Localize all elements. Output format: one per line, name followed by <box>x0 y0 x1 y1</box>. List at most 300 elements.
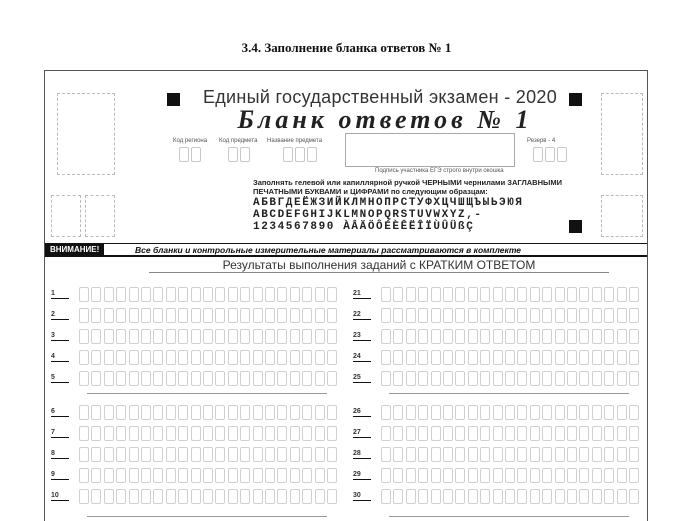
answer-cell[interactable] <box>431 468 441 483</box>
answer-cell[interactable] <box>579 329 589 344</box>
answer-cell[interactable] <box>542 426 552 441</box>
answer-cell[interactable] <box>104 426 114 441</box>
answer-cell[interactable] <box>617 371 627 386</box>
answer-cell[interactable] <box>579 405 589 420</box>
answer-cell[interactable] <box>302 405 312 420</box>
answer-cell[interactable] <box>393 405 403 420</box>
answer-cell[interactable] <box>203 329 213 344</box>
answer-cell[interactable] <box>327 308 337 323</box>
answer-cell[interactable] <box>277 489 287 504</box>
answer-cell[interactable] <box>129 329 139 344</box>
answer-cell[interactable] <box>290 405 300 420</box>
answer-cell[interactable] <box>79 308 89 323</box>
answer-cell[interactable] <box>327 329 337 344</box>
answer-cell[interactable] <box>443 308 453 323</box>
answer-cell[interactable] <box>468 287 478 302</box>
answer-cell[interactable] <box>253 329 263 344</box>
answer-cell[interactable] <box>302 287 312 302</box>
answer-cell[interactable] <box>290 287 300 302</box>
answer-cell[interactable] <box>315 447 325 462</box>
answer-cell[interactable] <box>91 426 101 441</box>
answer-cell[interactable] <box>468 350 478 365</box>
answer-cell[interactable] <box>468 489 478 504</box>
answer-cell[interactable] <box>153 468 163 483</box>
answer-cell[interactable] <box>153 447 163 462</box>
answer-cell[interactable] <box>443 371 453 386</box>
answer-cell[interactable] <box>327 405 337 420</box>
answer-cell[interactable] <box>240 426 250 441</box>
answer-cell[interactable] <box>406 350 416 365</box>
answer-cell[interactable] <box>129 468 139 483</box>
answer-cell[interactable] <box>141 426 151 441</box>
answer-cell[interactable] <box>555 447 565 462</box>
answer-cell[interactable] <box>480 350 490 365</box>
answer-cell[interactable] <box>166 468 176 483</box>
answer-cell[interactable] <box>191 371 201 386</box>
answer-cell[interactable] <box>104 405 114 420</box>
answer-cell[interactable] <box>517 308 527 323</box>
answer-cell[interactable] <box>406 308 416 323</box>
answer-cell[interactable] <box>215 489 225 504</box>
answer-cell[interactable] <box>530 468 540 483</box>
answer-cell[interactable] <box>555 371 565 386</box>
answer-cell[interactable] <box>542 329 552 344</box>
answer-cell[interactable] <box>178 405 188 420</box>
answer-cell[interactable] <box>530 308 540 323</box>
answer-cell[interactable] <box>567 489 577 504</box>
answer-cell[interactable] <box>265 426 275 441</box>
answer-cell[interactable] <box>104 329 114 344</box>
answer-cell[interactable] <box>418 447 428 462</box>
answer-cell[interactable] <box>530 489 540 504</box>
answer-cell[interactable] <box>178 308 188 323</box>
answer-cell[interactable] <box>517 405 527 420</box>
answer-cell[interactable] <box>141 308 151 323</box>
answer-cell[interactable] <box>253 489 263 504</box>
answer-cell[interactable] <box>555 489 565 504</box>
answer-cell[interactable] <box>166 287 176 302</box>
answer-cell[interactable] <box>253 426 263 441</box>
answer-cell[interactable] <box>468 405 478 420</box>
answer-cell[interactable] <box>567 371 577 386</box>
answer-cell[interactable] <box>542 350 552 365</box>
answer-cell[interactable] <box>418 468 428 483</box>
answer-cell[interactable] <box>443 329 453 344</box>
answer-cell[interactable] <box>277 329 287 344</box>
answer-cell[interactable] <box>381 350 391 365</box>
answer-cell[interactable] <box>153 405 163 420</box>
answer-cell[interactable] <box>141 447 151 462</box>
answer-cell[interactable] <box>431 350 441 365</box>
answer-cell[interactable] <box>629 350 639 365</box>
answer-cell[interactable] <box>191 287 201 302</box>
answer-cell[interactable] <box>315 350 325 365</box>
answer-cell[interactable] <box>228 426 238 441</box>
answer-cell[interactable] <box>315 308 325 323</box>
answer-cell[interactable] <box>240 468 250 483</box>
answer-cell[interactable] <box>542 287 552 302</box>
answer-cell[interactable] <box>604 426 614 441</box>
answer-cell[interactable] <box>604 489 614 504</box>
answer-cell[interactable] <box>617 287 627 302</box>
answer-cell[interactable] <box>104 371 114 386</box>
answer-cell[interactable] <box>431 405 441 420</box>
answer-cell[interactable] <box>215 426 225 441</box>
answer-cell[interactable] <box>129 426 139 441</box>
answer-cell[interactable] <box>629 308 639 323</box>
answer-cell[interactable] <box>493 426 503 441</box>
answer-cell[interactable] <box>79 426 89 441</box>
answer-cell[interactable] <box>191 447 201 462</box>
answer-cell[interactable] <box>302 426 312 441</box>
reserve-cell[interactable] <box>545 147 555 162</box>
answer-cell[interactable] <box>567 287 577 302</box>
answer-cell[interactable] <box>381 329 391 344</box>
answer-cell[interactable] <box>327 489 337 504</box>
answer-cell[interactable] <box>517 468 527 483</box>
answer-cell[interactable] <box>141 405 151 420</box>
answer-cell[interactable] <box>116 350 126 365</box>
answer-cell[interactable] <box>431 426 441 441</box>
answer-cell[interactable] <box>153 329 163 344</box>
answer-cell[interactable] <box>277 426 287 441</box>
answer-cell[interactable] <box>116 287 126 302</box>
answer-cell[interactable] <box>604 468 614 483</box>
subject-code-cell[interactable] <box>240 147 250 162</box>
answer-cell[interactable] <box>203 405 213 420</box>
answer-cell[interactable] <box>141 329 151 344</box>
answer-cell[interactable] <box>191 308 201 323</box>
answer-cell[interactable] <box>265 329 275 344</box>
answer-cell[interactable] <box>629 371 639 386</box>
answer-cell[interactable] <box>393 329 403 344</box>
answer-cell[interactable] <box>555 405 565 420</box>
answer-cell[interactable] <box>129 405 139 420</box>
answer-cell[interactable] <box>493 489 503 504</box>
answer-cell[interactable] <box>567 308 577 323</box>
answer-cell[interactable] <box>480 371 490 386</box>
answer-cell[interactable] <box>480 489 490 504</box>
answer-cell[interactable] <box>517 447 527 462</box>
answer-cell[interactable] <box>253 371 263 386</box>
answer-cell[interactable] <box>265 468 275 483</box>
answer-cell[interactable] <box>253 308 263 323</box>
answer-cell[interactable] <box>567 405 577 420</box>
answer-cell[interactable] <box>315 468 325 483</box>
answer-cell[interactable] <box>166 350 176 365</box>
answer-cell[interactable] <box>116 371 126 386</box>
answer-cell[interactable] <box>277 447 287 462</box>
answer-cell[interactable] <box>178 468 188 483</box>
answer-cell[interactable] <box>381 308 391 323</box>
answer-cell[interactable] <box>315 426 325 441</box>
answer-cell[interactable] <box>406 426 416 441</box>
answer-cell[interactable] <box>468 371 478 386</box>
answer-cell[interactable] <box>468 329 478 344</box>
answer-cell[interactable] <box>166 308 176 323</box>
answer-cell[interactable] <box>327 426 337 441</box>
answer-cell[interactable] <box>604 447 614 462</box>
answer-cell[interactable] <box>290 329 300 344</box>
answer-cell[interactable] <box>381 405 391 420</box>
answer-cell[interactable] <box>129 489 139 504</box>
answer-cell[interactable] <box>604 371 614 386</box>
answer-cell[interactable] <box>129 350 139 365</box>
answer-cell[interactable] <box>567 350 577 365</box>
answer-cell[interactable] <box>104 350 114 365</box>
answer-cell[interactable] <box>203 308 213 323</box>
answer-cell[interactable] <box>431 329 441 344</box>
answer-cell[interactable] <box>617 447 627 462</box>
answer-cell[interactable] <box>166 426 176 441</box>
answer-cell[interactable] <box>493 468 503 483</box>
answer-cell[interactable] <box>215 405 225 420</box>
answer-cell[interactable] <box>240 405 250 420</box>
answer-cell[interactable] <box>290 308 300 323</box>
answer-cell[interactable] <box>480 308 490 323</box>
answer-cell[interactable] <box>178 329 188 344</box>
answer-cell[interactable] <box>91 350 101 365</box>
answer-cell[interactable] <box>468 468 478 483</box>
answer-cell[interactable] <box>302 350 312 365</box>
answer-cell[interactable] <box>493 329 503 344</box>
answer-cell[interactable] <box>567 426 577 441</box>
answer-cell[interactable] <box>555 308 565 323</box>
answer-cell[interactable] <box>302 468 312 483</box>
answer-cell[interactable] <box>592 468 602 483</box>
answer-cell[interactable] <box>91 371 101 386</box>
answer-cell[interactable] <box>393 468 403 483</box>
answer-cell[interactable] <box>191 426 201 441</box>
answer-cell[interactable] <box>604 350 614 365</box>
answer-cell[interactable] <box>592 405 602 420</box>
answer-cell[interactable] <box>79 371 89 386</box>
answer-cell[interactable] <box>567 329 577 344</box>
answer-cell[interactable] <box>418 405 428 420</box>
subject-name-cell[interactable] <box>283 147 293 162</box>
answer-cell[interactable] <box>406 468 416 483</box>
answer-cell[interactable] <box>517 426 527 441</box>
answer-cell[interactable] <box>141 287 151 302</box>
answer-cell[interactable] <box>290 371 300 386</box>
answer-cell[interactable] <box>116 329 126 344</box>
answer-cell[interactable] <box>431 447 441 462</box>
answer-cell[interactable] <box>443 468 453 483</box>
answer-cell[interactable] <box>240 308 250 323</box>
answer-cell[interactable] <box>228 405 238 420</box>
answer-cell[interactable] <box>567 468 577 483</box>
answer-cell[interactable] <box>505 447 515 462</box>
answer-cell[interactable] <box>604 329 614 344</box>
answer-cell[interactable] <box>215 329 225 344</box>
answer-cell[interactable] <box>530 447 540 462</box>
answer-cell[interactable] <box>381 287 391 302</box>
answer-cell[interactable] <box>315 489 325 504</box>
answer-cell[interactable] <box>406 371 416 386</box>
answer-cell[interactable] <box>604 308 614 323</box>
answer-cell[interactable] <box>116 468 126 483</box>
answer-cell[interactable] <box>203 489 213 504</box>
answer-cell[interactable] <box>455 371 465 386</box>
answer-cell[interactable] <box>191 489 201 504</box>
answer-cell[interactable] <box>253 468 263 483</box>
answer-cell[interactable] <box>381 426 391 441</box>
answer-cell[interactable] <box>406 405 416 420</box>
answer-cell[interactable] <box>215 287 225 302</box>
answer-cell[interactable] <box>604 405 614 420</box>
answer-cell[interactable] <box>393 287 403 302</box>
answer-cell[interactable] <box>579 468 589 483</box>
answer-cell[interactable] <box>277 350 287 365</box>
answer-cell[interactable] <box>617 489 627 504</box>
answer-cell[interactable] <box>629 468 639 483</box>
reserve-cell[interactable] <box>533 147 543 162</box>
answer-cell[interactable] <box>79 489 89 504</box>
answer-cell[interactable] <box>455 489 465 504</box>
answer-cell[interactable] <box>253 287 263 302</box>
answer-cell[interactable] <box>406 329 416 344</box>
answer-cell[interactable] <box>153 426 163 441</box>
answer-cell[interactable] <box>228 350 238 365</box>
answer-cell[interactable] <box>418 371 428 386</box>
answer-cell[interactable] <box>493 308 503 323</box>
answer-cell[interactable] <box>116 308 126 323</box>
answer-cell[interactable] <box>228 308 238 323</box>
answer-cell[interactable] <box>517 371 527 386</box>
answer-cell[interactable] <box>302 447 312 462</box>
answer-cell[interactable] <box>393 350 403 365</box>
answer-cell[interactable] <box>418 350 428 365</box>
answer-cell[interactable] <box>265 489 275 504</box>
answer-cell[interactable] <box>480 405 490 420</box>
answer-cell[interactable] <box>290 447 300 462</box>
answer-cell[interactable] <box>91 447 101 462</box>
answer-cell[interactable] <box>480 468 490 483</box>
answer-cell[interactable] <box>79 447 89 462</box>
answer-cell[interactable] <box>228 329 238 344</box>
answer-cell[interactable] <box>116 405 126 420</box>
answer-cell[interactable] <box>203 350 213 365</box>
answer-cell[interactable] <box>228 287 238 302</box>
answer-cell[interactable] <box>290 489 300 504</box>
answer-cell[interactable] <box>79 350 89 365</box>
answer-cell[interactable] <box>418 287 428 302</box>
answer-cell[interactable] <box>327 468 337 483</box>
answer-cell[interactable] <box>178 350 188 365</box>
answer-cell[interactable] <box>505 426 515 441</box>
answer-cell[interactable] <box>290 350 300 365</box>
answer-cell[interactable] <box>542 308 552 323</box>
answer-cell[interactable] <box>91 405 101 420</box>
answer-cell[interactable] <box>555 468 565 483</box>
answer-cell[interactable] <box>228 468 238 483</box>
answer-cell[interactable] <box>567 447 577 462</box>
answer-cell[interactable] <box>617 468 627 483</box>
answer-cell[interactable] <box>443 405 453 420</box>
answer-cell[interactable] <box>315 329 325 344</box>
answer-cell[interactable] <box>592 308 602 323</box>
answer-cell[interactable] <box>178 489 188 504</box>
answer-cell[interactable] <box>265 371 275 386</box>
answer-cell[interactable] <box>393 426 403 441</box>
answer-cell[interactable] <box>443 350 453 365</box>
answer-cell[interactable] <box>418 329 428 344</box>
answer-cell[interactable] <box>79 287 89 302</box>
answer-cell[interactable] <box>629 489 639 504</box>
answer-cell[interactable] <box>505 287 515 302</box>
answer-cell[interactable] <box>153 489 163 504</box>
answer-cell[interactable] <box>443 447 453 462</box>
answer-cell[interactable] <box>290 426 300 441</box>
answer-cell[interactable] <box>153 287 163 302</box>
answer-cell[interactable] <box>265 447 275 462</box>
answer-cell[interactable] <box>505 329 515 344</box>
answer-cell[interactable] <box>468 447 478 462</box>
answer-cell[interactable] <box>381 371 391 386</box>
answer-cell[interactable] <box>104 308 114 323</box>
answer-cell[interactable] <box>493 371 503 386</box>
answer-cell[interactable] <box>228 489 238 504</box>
answer-cell[interactable] <box>617 405 627 420</box>
answer-cell[interactable] <box>203 426 213 441</box>
answer-cell[interactable] <box>327 371 337 386</box>
answer-cell[interactable] <box>493 447 503 462</box>
answer-cell[interactable] <box>153 371 163 386</box>
answer-cell[interactable] <box>141 350 151 365</box>
answer-cell[interactable] <box>203 287 213 302</box>
answer-cell[interactable] <box>381 489 391 504</box>
answer-cell[interactable] <box>393 308 403 323</box>
answer-cell[interactable] <box>455 468 465 483</box>
answer-cell[interactable] <box>505 371 515 386</box>
answer-cell[interactable] <box>617 308 627 323</box>
answer-cell[interactable] <box>91 489 101 504</box>
answer-cell[interactable] <box>542 405 552 420</box>
answer-cell[interactable] <box>191 405 201 420</box>
answer-cell[interactable] <box>493 350 503 365</box>
region-code-cell[interactable] <box>191 147 201 162</box>
answer-cell[interactable] <box>393 371 403 386</box>
answer-cell[interactable] <box>302 489 312 504</box>
answer-cell[interactable] <box>530 329 540 344</box>
answer-cell[interactable] <box>277 371 287 386</box>
answer-cell[interactable] <box>493 287 503 302</box>
answer-cell[interactable] <box>240 371 250 386</box>
answer-cell[interactable] <box>178 371 188 386</box>
answer-cell[interactable] <box>277 287 287 302</box>
answer-cell[interactable] <box>455 308 465 323</box>
answer-cell[interactable] <box>530 405 540 420</box>
answer-cell[interactable] <box>178 426 188 441</box>
answer-cell[interactable] <box>178 287 188 302</box>
answer-cell[interactable] <box>530 426 540 441</box>
answer-cell[interactable] <box>315 287 325 302</box>
answer-cell[interactable] <box>203 371 213 386</box>
answer-cell[interactable] <box>579 426 589 441</box>
answer-cell[interactable] <box>228 447 238 462</box>
answer-cell[interactable] <box>629 447 639 462</box>
answer-cell[interactable] <box>443 426 453 441</box>
answer-cell[interactable] <box>505 308 515 323</box>
reserve-cell[interactable] <box>557 147 567 162</box>
answer-cell[interactable] <box>215 350 225 365</box>
answer-cell[interactable] <box>393 447 403 462</box>
answer-cell[interactable] <box>166 329 176 344</box>
answer-cell[interactable] <box>393 489 403 504</box>
answer-cell[interactable] <box>579 371 589 386</box>
answer-cell[interactable] <box>302 371 312 386</box>
answer-cell[interactable] <box>79 405 89 420</box>
